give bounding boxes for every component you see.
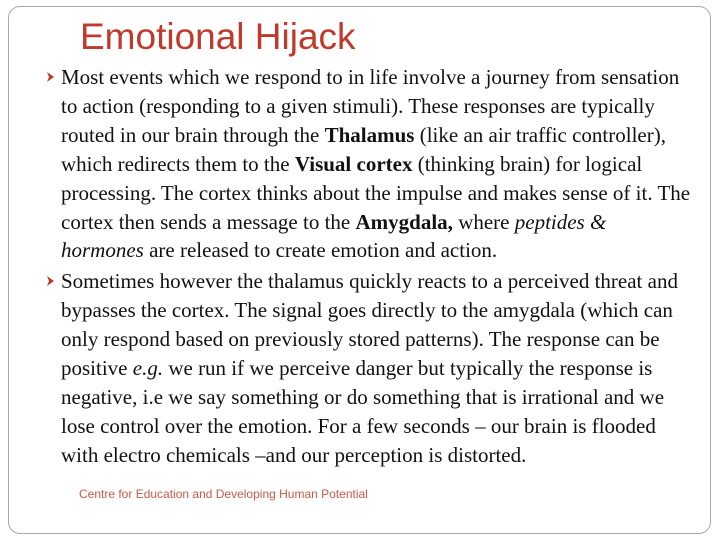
bullet-text xyxy=(61,269,678,466)
text-run: we run if we perceive danger but typically the response is negative, i.e we say something or do something that is irrational and we lose control over the emotion. For a few seconds – our brain is flooded with electro chemicals –and our perception is distorted. xyxy=(61,356,665,467)
slide-title: Emotional Hijack xyxy=(80,16,356,57)
text-run: (thinking brain) for logical processing. The cortex thinks about the impulse and makes sense of it. The cortex then sends a message to the xyxy=(61,151,691,234)
text-run: Sometimes however the thalamus quickly reacts to a perceived threat and bypasses the cortex. The signal goes directly to the amygdala (which can only respond based on previously stored patterns). The response can be positive xyxy=(61,269,678,381)
bullet-text xyxy=(61,65,690,262)
italic-term: e.g. xyxy=(132,356,164,381)
text-run: where xyxy=(452,209,515,234)
bold-term: Visual cortex xyxy=(294,151,413,176)
text-run: Most events which we respond to in life involve a journey from sensation to action (responding to a given stimuli). These responses are typically routed in our brain through the xyxy=(61,65,680,147)
bullet-item-2 xyxy=(42,267,692,469)
slide-body xyxy=(42,63,692,470)
bullet-item-1 xyxy=(42,63,692,265)
text-run: are released to create emotion and action. xyxy=(143,238,498,263)
footer-text: Centre for Education and Developing Human Potential xyxy=(79,487,368,501)
bold-term: Thalamus xyxy=(324,122,415,147)
bold-term: Amygdala, xyxy=(355,209,453,234)
italic-term: peptides & hormones xyxy=(61,209,607,263)
bullet-arrow-icon xyxy=(44,274,58,288)
text-run: (like an air traffic controller), which redirects them to the xyxy=(61,122,666,176)
bullet-arrow-icon xyxy=(44,70,58,84)
